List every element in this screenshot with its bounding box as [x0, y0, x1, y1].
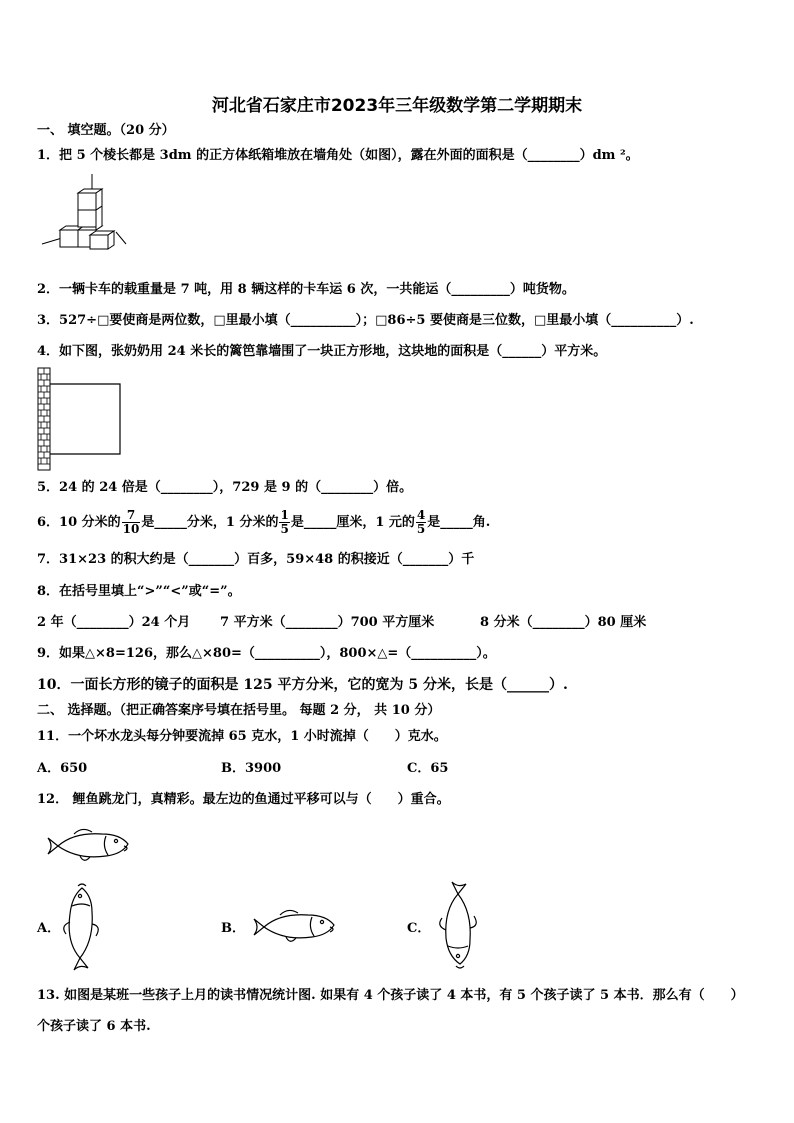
q8-item-1: 2 年（________）24 个月 [37, 615, 191, 630]
q6-text-3: 是_____厘米，1 元的 [290, 515, 415, 530]
question-3: 3．527÷□要使商是两位数，□里最小填（__________）；□86÷5 要使商是三位数，□里最小填（__________）. [37, 313, 694, 328]
q11-option-c: C．65 [407, 761, 449, 776]
question-2: 2．一辆卡车的载重量是 7 吨，用 8 辆这样的卡车运 6 次，一共能运（_________）吨货物。 [37, 282, 575, 297]
question-6 [37, 505, 490, 541]
page-title: 河北省石家庄市2023年三年级数学第二学期期末 [211, 96, 583, 116]
fraction-denominator: 10 [122, 522, 140, 536]
section-1-heading: 一、 填空题。（20 分） [37, 123, 175, 138]
fish-option-a-image [56, 882, 106, 972]
fraction-4-5 [416, 509, 426, 536]
q11-option-a: A．650 [37, 761, 88, 776]
fraction-1-5 [279, 509, 289, 536]
fraction-7-10 [122, 509, 141, 536]
section-2-heading: 二、 选择题。（把正确答案序号填在括号里。 每题 2 分， 共 10 分） [37, 703, 441, 718]
fraction-numerator: 1 [280, 508, 289, 522]
question-9: 9．如果△×8=126，那么△×80=（__________），800×△=（__________）。 [37, 646, 496, 661]
question-12: 12． 鲤鱼跳龙门，真精彩。最左边的鱼通过平移可以与（ ）重合。 [37, 792, 450, 807]
q6-text-1: 6．10 分米的 [37, 515, 121, 530]
q8-item-3: 8 分米（________）80 厘米 [480, 615, 647, 630]
question-7: 7．31×23 的积大约是（_______）百多，59×48 的积接近（_______）千 [37, 552, 475, 567]
question-13-line-1: 13. 如图是某班一些孩子上月的读书情况统计图. 如果有 4 个孩子读了 4 本书，有 5 个孩子读了 5 本书．那么有（ ） [37, 988, 744, 1003]
fish-option-c-image [432, 880, 482, 970]
question-11: 11．一个坏水龙头每分钟要流掉 65 克水，1 小时流掉（ ）克水。 [37, 729, 447, 744]
q8-item-2: 7 平方米（________）700 平方厘米 [220, 615, 435, 630]
fish-reference-image [44, 824, 134, 866]
question-4: 4．如下图，张奶奶用 24 米长的篱笆靠墙围了一块正方形地，这块地的面积是（______）平方米。 [37, 344, 607, 359]
question-1: 1．把 5 个棱长都是 3dm 的正方体纸箱堆放在墙角处（如图），露在外面的面积是（________）dm ²。 [37, 148, 639, 163]
q11-option-b: B．3900 [221, 761, 282, 776]
wall-square-figure [36, 366, 126, 472]
fraction-numerator: 4 [416, 508, 426, 522]
q6-text-4: 是_____角. [427, 515, 491, 530]
question-10: 10．一面长方形的镜子的面积是 125 平方分米，它的宽为 5 分米，长是（______）. [37, 677, 568, 693]
question-5: 5．24 的 24 倍是（________），729 是 9 的（________）倍。 [37, 480, 413, 495]
q12-option-b: B． [221, 921, 245, 936]
fraction-denominator: 5 [416, 522, 426, 536]
cube-stack-figure [40, 172, 130, 252]
fraction-numerator: 7 [122, 509, 141, 523]
fraction-denominator: 5 [280, 522, 289, 536]
question-13-line-2: 个孩子读了 6 本书. [37, 1019, 151, 1034]
q12-option-a: A． [37, 921, 61, 936]
fish-option-b-image [250, 905, 340, 947]
q6-text-2: 是_____分米，1 分米的 [141, 515, 279, 530]
question-8: 8．在括号里填上“>”“<”或“=”。 [37, 584, 241, 599]
q12-option-c: C． [407, 921, 431, 936]
